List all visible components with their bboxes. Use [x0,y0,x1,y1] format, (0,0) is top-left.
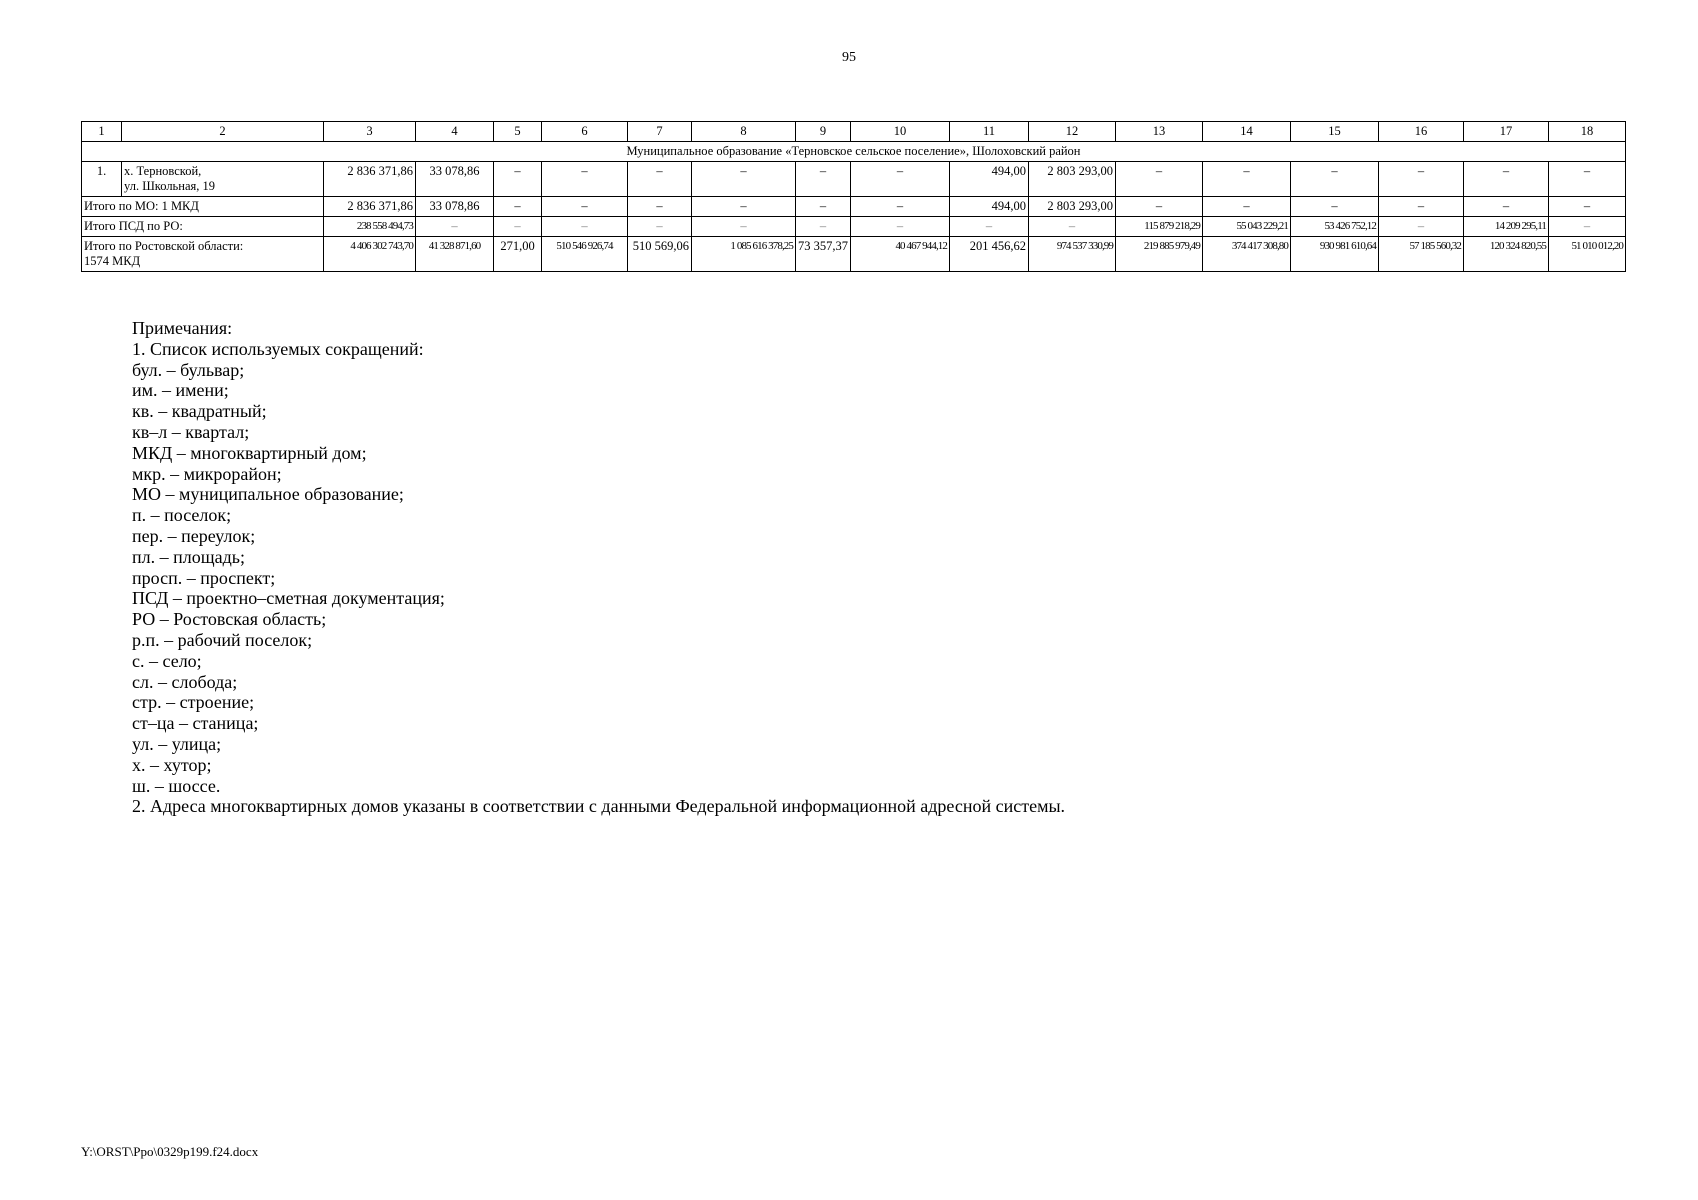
value-cell: – [628,162,692,197]
column-number: 3 [324,122,416,142]
value-cell: 120 324 820,55 [1464,237,1549,272]
value-cell: 53 426 752,12 [1291,217,1379,237]
column-number: 17 [1464,122,1549,142]
value-cell: – [1291,162,1379,197]
totals-label: Итого по МО: 1 МКД [82,197,324,217]
column-number: 16 [1379,122,1464,142]
section-row [82,142,1626,162]
value-cell: – [796,162,851,197]
abbreviation-item: им. – имени; [132,380,229,401]
value-cell: 930 981 610,64 [1291,237,1379,272]
address-line: ул. Школьная, 19 [124,179,215,193]
abbreviation-item: х. – хутор; [132,754,212,775]
address-line: х. Терновской, [124,164,202,178]
totals-row [82,197,1626,217]
abbreviation-item: ул. – улица; [132,733,222,754]
value-cell: – [494,162,542,197]
totals-label [82,237,324,272]
abbreviation-item: МКД – многоквартирный дом; [132,442,367,463]
value-cell: – [628,217,692,237]
value-cell: 2 803 293,00 [1029,162,1116,197]
value-cell: – [1549,197,1626,217]
table-row [82,162,1626,197]
value-cell: 40 467 944,12 [851,237,950,272]
value-cell: – [542,162,628,197]
abbreviation-item: просп. – проспект; [132,567,276,588]
value-cell: 51 010 012,20 [1549,237,1626,272]
value-cell: 55 043 229,21 [1203,217,1291,237]
column-number: 8 [692,122,796,142]
notes-item-2: 2. Адреса многоквартирных домов указаны в соответствии с данными Федеральной информационной адресной системы. [132,796,1066,817]
value-cell: – [851,217,950,237]
abbreviation-item: РО – Ростовская область; [132,609,327,630]
value-cell: – [1379,217,1464,237]
totals-row [82,217,1626,237]
abbreviation-list [132,360,1065,797]
totals-label-line: Итого по Ростовской области: [84,239,244,253]
column-number-row [82,122,1626,142]
value-cell: – [1203,197,1291,217]
abbreviation-item: ст–ца – станица; [132,713,259,734]
value-cell: 73 357,37 [796,237,851,272]
value-cell: 510 569,06 [628,237,692,272]
column-number: 5 [494,122,542,142]
value-cell: 33 078,86 [416,162,494,197]
totals-label: Итого ПСД по РО: [82,217,324,237]
budget-table [81,121,1626,272]
value-cell: – [1203,162,1291,197]
column-number: 2 [122,122,324,142]
column-number: 4 [416,122,494,142]
abbreviation-item: п. – поселок; [132,505,232,526]
value-cell: 1 085 616 378,25 [692,237,796,272]
value-cell: – [416,217,494,237]
value-cell: – [494,217,542,237]
column-number: 1 [82,122,122,142]
value-cell: – [1029,217,1116,237]
notes-item-1: 1. Список используемых сокращений: [132,338,424,359]
value-cell: 2 836 371,86 [324,197,416,217]
value-cell: – [542,217,628,237]
abbreviation-item: стр. – строение; [132,692,255,713]
value-cell: – [494,197,542,217]
value-cell: 2 836 371,86 [324,162,416,197]
value-cell: 4 406 302 743,70 [324,237,416,272]
notes-section [132,318,1065,817]
value-cell: 201 456,62 [950,237,1029,272]
value-cell: – [1549,217,1626,237]
value-cell: 974 537 330,99 [1029,237,1116,272]
value-cell: 219 885 979,49 [1116,237,1203,272]
value-cell: – [796,217,851,237]
abbreviation-item: с. – село; [132,650,202,671]
value-cell: 494,00 [950,197,1029,217]
value-cell: – [1464,162,1549,197]
value-cell: 2 803 293,00 [1029,197,1116,217]
address-cell [122,162,324,197]
value-cell: – [851,162,950,197]
column-number: 15 [1291,122,1379,142]
value-cell: – [1116,197,1203,217]
abbreviation-item: сл. – слобода; [132,671,238,692]
column-number: 18 [1549,122,1626,142]
value-cell: – [1464,197,1549,217]
abbreviation-item: кв. – квадратный; [132,401,267,422]
column-number: 9 [796,122,851,142]
value-cell: – [692,217,796,237]
abbreviation-item: кв–л – квартал; [132,421,250,442]
column-number: 14 [1203,122,1291,142]
column-number: 13 [1116,122,1203,142]
notes-title: Примечания: [132,318,233,338]
abbreviation-item: ПСД – проектно–сметная документация; [132,588,445,609]
value-cell: – [628,197,692,217]
value-cell: – [1549,162,1626,197]
value-cell: – [1116,162,1203,197]
column-number: 6 [542,122,628,142]
value-cell: 14 209 295,11 [1464,217,1549,237]
value-cell: 271,00 [494,237,542,272]
value-cell: – [1379,197,1464,217]
value-cell: 57 185 560,32 [1379,237,1464,272]
value-cell: – [796,197,851,217]
totals-label-line: 1574 МКД [84,254,141,268]
abbreviation-item: ш. – шоссе. [132,775,221,796]
page-number: 95 [842,50,856,65]
value-cell: – [692,197,796,217]
section-title: Муниципальное образование «Терновское сельское поселение», Шолоховский район [82,142,1626,162]
value-cell: – [1379,162,1464,197]
abbreviation-item: бул. – бульвар; [132,359,245,380]
value-cell: 33 078,86 [416,197,494,217]
value-cell: 115 879 218,29 [1116,217,1203,237]
abbreviation-item: пер. – переулок; [132,525,256,546]
value-cell: – [851,197,950,217]
value-cell: – [950,217,1029,237]
row-number: 1. [82,162,122,197]
column-number: 12 [1029,122,1116,142]
abbreviation-item: МО – муниципальное образование; [132,484,404,505]
value-cell: 41 328 871,60 [416,237,494,272]
value-cell: 374 417 308,80 [1203,237,1291,272]
totals-row [82,237,1626,272]
column-number: 7 [628,122,692,142]
footer-file-path: Y:\ORST\Ppo\0329p199.f24.docx [81,1144,259,1159]
column-number: 10 [851,122,950,142]
value-cell: – [692,162,796,197]
abbreviation-item: р.п. – рабочий поселок; [132,629,313,650]
value-cell: – [1291,197,1379,217]
abbreviation-item: пл. – площадь; [132,546,245,567]
abbreviation-item: мкр. – микрорайон; [132,463,282,484]
value-cell: 238 558 494,73 [324,217,416,237]
value-cell: 494,00 [950,162,1029,197]
value-cell: 510 546 926,74 [542,237,628,272]
column-number: 11 [950,122,1029,142]
value-cell: – [542,197,628,217]
